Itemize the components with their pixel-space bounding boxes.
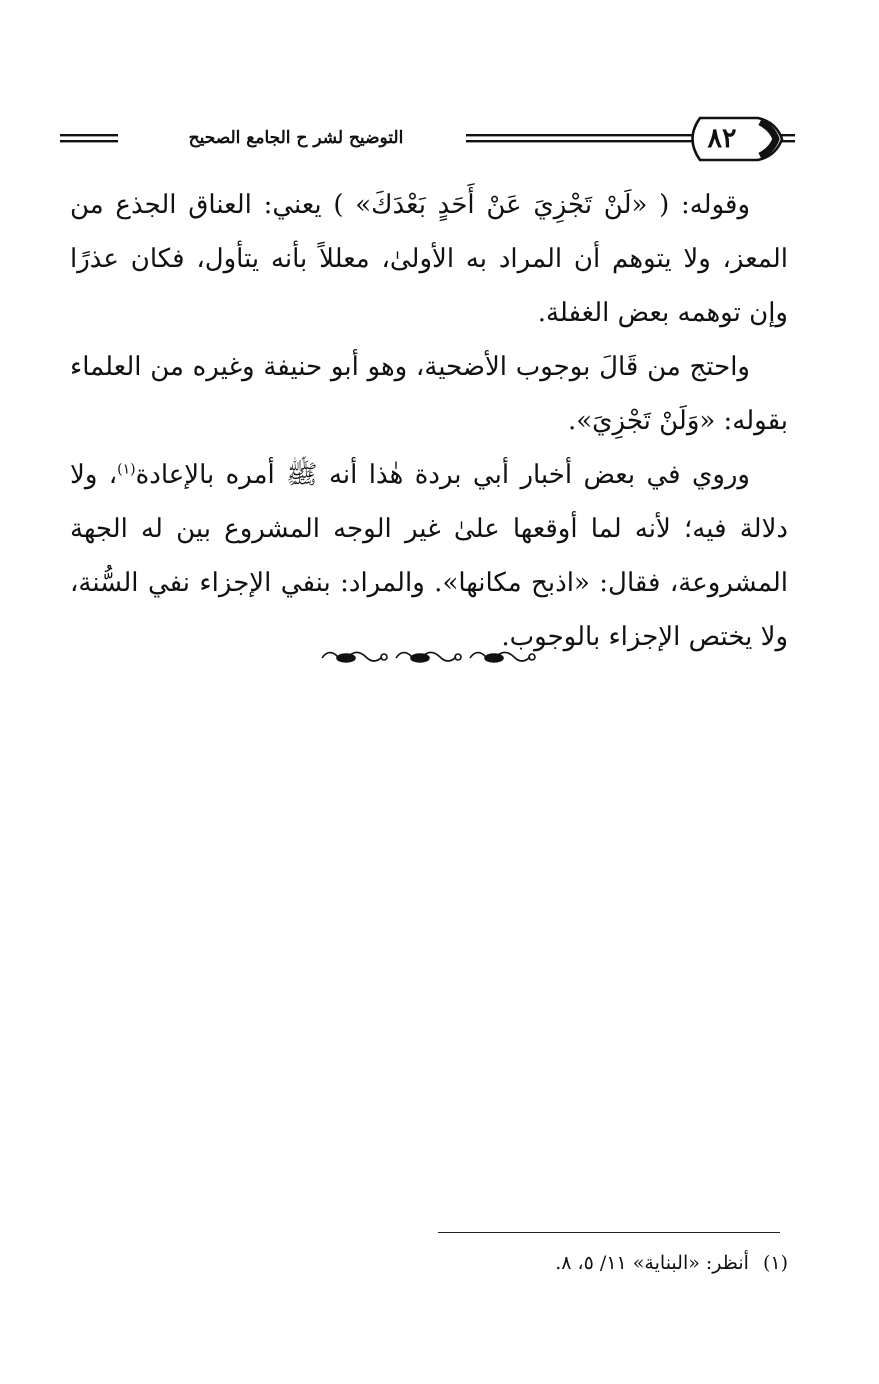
footnote-1: [420, 1246, 788, 1280]
footnote-text: أنظر: «البناية» ١١/ ٥، ٨.: [555, 1252, 749, 1274]
section-end-ornament: [318, 645, 540, 671]
running-title: التوضيح لشر ح الجامع الصحيح: [126, 122, 466, 154]
footnote-reference[interactable]: (١): [117, 461, 136, 478]
page-header: [60, 108, 795, 170]
paragraph-text: وروي في بعض أخبار أبي بردة هٰذا أنه ﷺ أمره بالإعادة: [135, 460, 750, 490]
main-text: [70, 178, 788, 664]
paragraph-3: [70, 448, 788, 664]
footnote-mark: (١): [762, 1252, 788, 1274]
paragraph-1: [70, 178, 788, 340]
paragraph-text: وقوله: ( «لَنْ تَجْزِيَ عَنْ أَحَدٍ بَعْدَكَ» ) يعني: العناق الجذع من المعز، ولا يتوهم أن المراد به الأولىٰ، معللاً بأنه يتأول، فكان عذرًا وإن توهمه بعض الغفلة.: [70, 190, 788, 328]
footnote-separator: [438, 1232, 780, 1233]
paragraph-2: [70, 340, 788, 448]
paragraph-text: واحتج من قَالَ بوجوب الأضحية، وهو أبو حنيفة وغيره من العلماء بقوله: «وَلَنْ تَجْزِيَ».: [70, 352, 788, 436]
paragraph-text-continued: ، ولا دلالة فيه؛ لأنه لما أوقعها علىٰ غير الوجه المشروع بين له الجهة المشروعة، فقال: «اذبح مكانها». والمراد: بنفي الإجزاء نفي السُّنة، ولا يختص الإجزاء بالوجوب.: [70, 460, 788, 652]
page-number: ٨٢: [707, 123, 737, 154]
